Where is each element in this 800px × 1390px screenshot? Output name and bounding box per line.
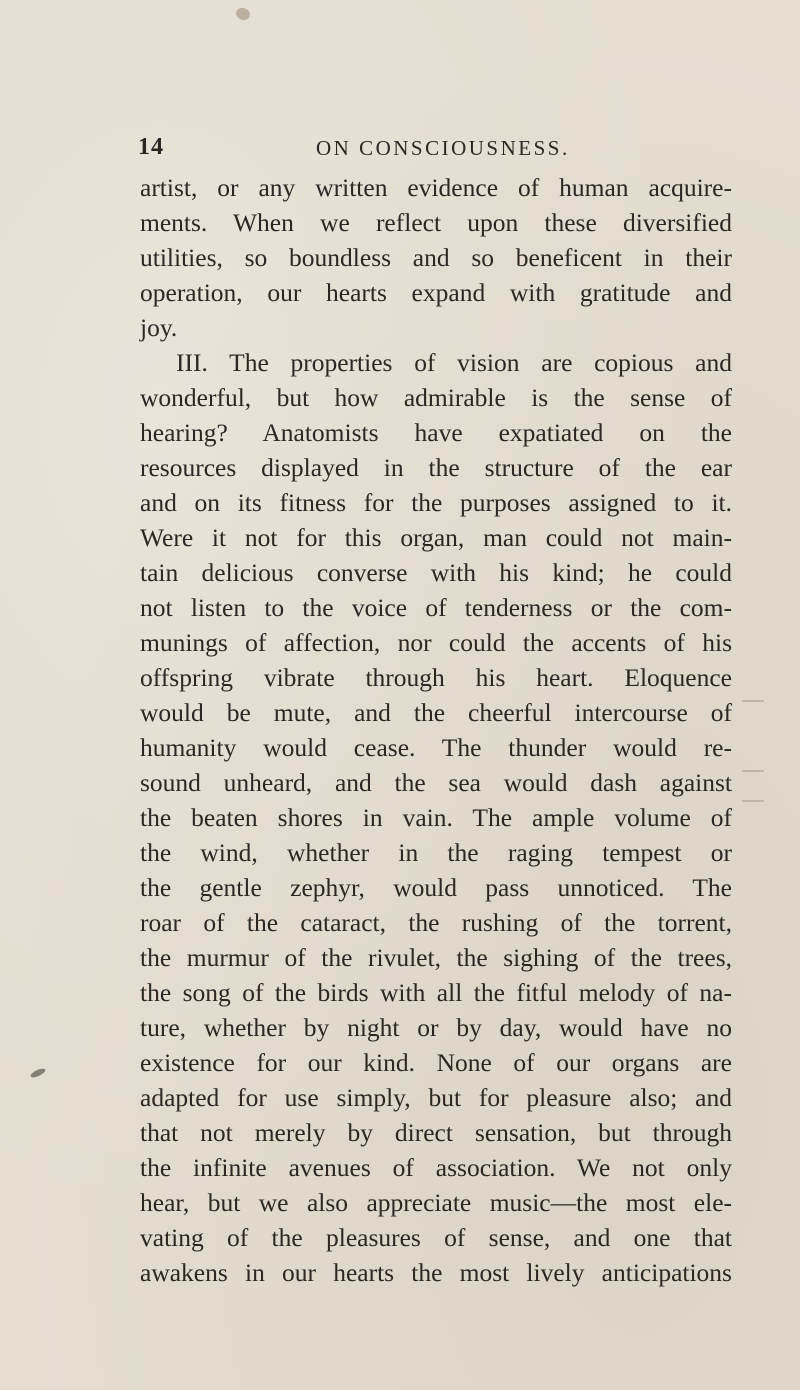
text-line: that not merely by direct sensation, but through xyxy=(140,1118,732,1147)
text-line: joy. xyxy=(140,313,178,342)
text-line: the murmur of the rivulet, the sighing of the trees, xyxy=(140,943,732,972)
text-line: would be mute, and the cheerful intercourse of xyxy=(140,698,732,727)
running-title: ON CONSCIOUSNESS. xyxy=(316,136,570,160)
text-line: the song of the birds with all the fitful melody of na- xyxy=(140,978,732,1007)
text-line: offspring vibrate through his heart. Eloquence xyxy=(140,663,732,692)
paper-blemish xyxy=(234,6,251,22)
paper-mark xyxy=(742,770,764,772)
text-line: humanity would cease. The thunder would re- xyxy=(140,733,732,762)
text-line: the gentle zephyr, would pass unnoticed. The xyxy=(140,873,732,902)
text-line: sound unheard, and the sea would dash against xyxy=(140,768,732,797)
text-line: awakens in our hearts the most lively anticipations xyxy=(140,1258,732,1287)
text-line: artist, or any written evidence of human acquire- xyxy=(140,173,732,202)
text-line: munings of affection, nor could the accents of his xyxy=(140,628,732,657)
text-line: III. The properties of vision are copious and xyxy=(176,348,732,377)
text-line: utilities, so boundless and so beneficent in their xyxy=(140,243,732,272)
text-line: ments. When we reflect upon these diversified xyxy=(140,208,732,237)
text-line: Were it not for this organ, man could not main- xyxy=(140,523,732,552)
text-line: tain delicious converse with his kind; he could xyxy=(140,558,732,587)
text-line: not listen to the voice of tenderness or the com- xyxy=(140,593,732,622)
text-line: adapted for use simply, but for pleasure also; and xyxy=(140,1083,732,1112)
page-number: 14 xyxy=(138,134,164,160)
text-line: existence for our kind. None of our organs are xyxy=(140,1048,732,1077)
running-head xyxy=(138,134,738,166)
text-line: the infinite avenues of association. We not only xyxy=(140,1153,732,1182)
paper-blemish xyxy=(29,1067,46,1079)
text-line: resources displayed in the structure of the ear xyxy=(140,453,732,482)
text-line: vating of the pleasures of sense, and one that xyxy=(140,1223,732,1252)
text-line: roar of the cataract, the rushing of the torrent, xyxy=(140,908,732,937)
paper-mark xyxy=(742,700,764,702)
text-line: hear, but we also appreciate music—the most ele- xyxy=(140,1188,732,1217)
text-line: operation, our hearts expand with gratitude and xyxy=(140,278,732,307)
body-text xyxy=(140,170,732,1290)
text-line: the wind, whether in the raging tempest or xyxy=(140,838,732,867)
text-line: and on its fitness for the purposes assigned to it. xyxy=(140,488,732,517)
text-line: wonderful, but how admirable is the sense of xyxy=(140,383,732,412)
text-line: ture, whether by night or by day, would have no xyxy=(140,1013,732,1042)
paper-mark xyxy=(742,800,764,802)
text-line: the beaten shores in vain. The ample volume of xyxy=(140,803,732,832)
text-line: hearing? Anatomists have expatiated on the xyxy=(140,418,732,447)
